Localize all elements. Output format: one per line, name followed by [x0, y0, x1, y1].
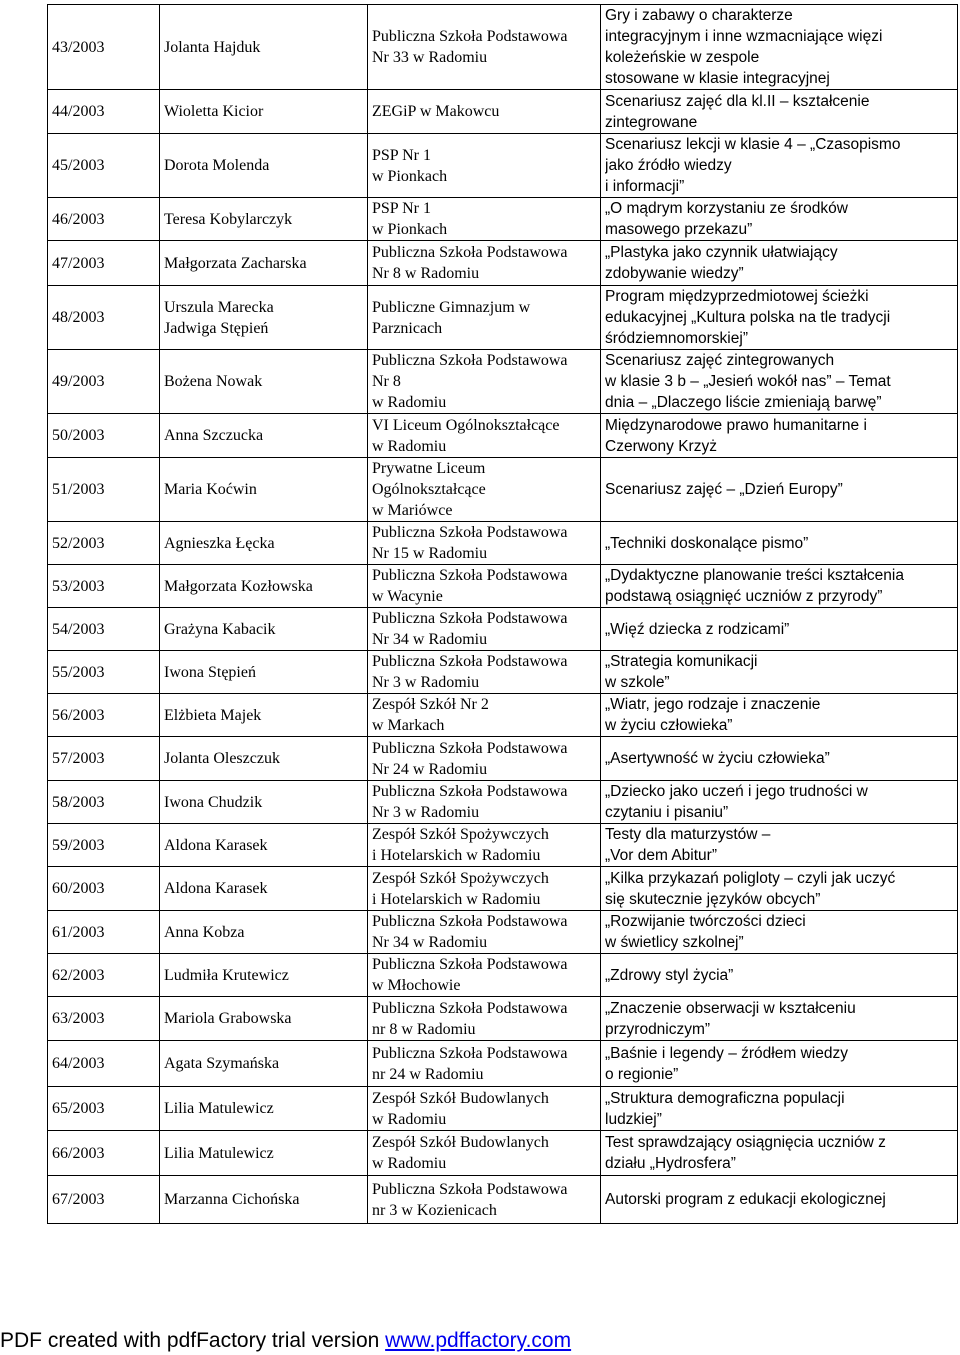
publication-title-line: ludzkiej” — [605, 1110, 662, 1128]
school-name-line: Nr 8 w Radomiu — [372, 265, 480, 282]
registration-number-cell — [48, 241, 160, 286]
author-name-cell — [160, 1131, 368, 1176]
school-name-cell — [368, 458, 601, 522]
school-name-cell — [368, 1176, 601, 1224]
author-name-line: Agnieszka Łęcka — [164, 534, 275, 552]
registration-number: 62/2003 — [52, 966, 105, 984]
registration-number: 55/2003 — [52, 663, 105, 681]
school-name-cell — [368, 134, 601, 198]
registration-number-cell — [48, 134, 160, 198]
registration-number-cell — [48, 458, 160, 522]
publication-title-line: dnia – „Dlaczego liście zmieniają barwę” — [605, 394, 882, 411]
author-name-cell — [160, 414, 368, 458]
author-name-line: Dorota Molenda — [164, 157, 270, 174]
school-name-line: Publiczna Szkoła Podstawowa — [372, 739, 568, 757]
school-name-line: w Młochowie — [372, 977, 461, 994]
publication-title-line: i informacji” — [605, 178, 685, 195]
school-name-line: Nr 34 w Radomiu — [372, 934, 488, 951]
author-name-cell — [160, 458, 368, 522]
publication-title-line: o regionie” — [605, 1065, 679, 1083]
author-name-cell — [160, 824, 368, 867]
registration-number: 63/2003 — [52, 1010, 105, 1027]
registration-number-cell — [48, 198, 160, 241]
publication-title-line: „Dydaktyczne planowanie treści kształcenia — [605, 567, 904, 584]
publication-title-line: Scenariusz zajęć zintegrowanych — [605, 352, 835, 369]
school-name-line: Publiczna Szkoła Podstawowa — [372, 783, 568, 800]
table-row — [48, 1041, 958, 1087]
author-name-line: Jadwiga Stępień — [164, 319, 269, 337]
author-name-line: Teresa Kobylarczyk — [164, 210, 293, 228]
registration-number: 44/2003 — [52, 103, 105, 120]
school-name-cell — [368, 608, 601, 651]
registration-number-cell — [48, 1087, 160, 1131]
school-name-line: w Pionkach — [372, 221, 448, 238]
author-name-cell — [160, 350, 368, 414]
table-row — [48, 90, 958, 134]
publication-title-line: integracyjnym i inne wzmacniające więzi — [605, 28, 883, 45]
publication-title-cell — [601, 1131, 958, 1176]
table-row — [48, 737, 958, 781]
author-name-cell — [160, 867, 368, 911]
registration-number: 53/2003 — [52, 577, 105, 595]
author-name-line: Urszula Marecka — [164, 298, 274, 316]
publication-title-cell — [601, 458, 958, 522]
table-row — [48, 781, 958, 824]
school-name-line: i Hotelarskich w Radomiu — [372, 890, 541, 908]
publication-title-cell — [601, 414, 958, 458]
author-name-cell — [160, 1087, 368, 1131]
publication-title-line: Testy dla maturzystów – — [605, 826, 771, 843]
publication-title-cell — [601, 1087, 958, 1131]
school-name-cell — [368, 5, 601, 90]
registration-number-cell — [48, 522, 160, 565]
publication-title-cell — [601, 781, 958, 824]
author-name-line: Mariola Grabowska — [164, 1010, 292, 1027]
school-name-line: Publiczna Szkoła Podstawowa — [372, 999, 568, 1017]
registration-number-cell — [48, 1041, 160, 1087]
registration-number-cell — [48, 90, 160, 134]
publication-title-cell — [601, 737, 958, 781]
publication-title-line: „Zdrowy styl życia” — [605, 966, 734, 984]
table-row — [48, 286, 958, 350]
school-name-cell — [368, 90, 601, 134]
school-name-line: PSP Nr 1 — [372, 200, 431, 217]
school-name-line: Nr 8 — [372, 373, 401, 390]
school-name-line: Nr 33 w Radomiu — [372, 49, 488, 66]
author-name-line: Agata Szymańska — [164, 1055, 280, 1072]
school-name-line: Publiczna Szkoła Podstawowa — [372, 610, 568, 627]
school-name-cell — [368, 867, 601, 911]
school-name-line: Publiczna Szkoła Podstawowa — [372, 244, 568, 261]
publication-title-cell — [601, 824, 958, 867]
publication-title-line: „Plastyka jako czynnik ułatwiający — [605, 244, 838, 261]
author-name-line: Iwona Stępień — [164, 663, 256, 681]
school-name-cell — [368, 1087, 601, 1131]
table-row — [48, 350, 958, 414]
author-name-cell — [160, 911, 368, 954]
publication-title-line: „Strategia komunikacji — [605, 653, 758, 670]
table-row — [48, 5, 958, 90]
publication-title-cell — [601, 1176, 958, 1224]
author-name-line: Aldona Karasek — [164, 836, 268, 854]
school-name-cell — [368, 737, 601, 781]
school-name-cell — [368, 350, 601, 414]
registration-number: 65/2003 — [52, 1100, 105, 1117]
author-name-cell — [160, 565, 368, 608]
school-name-line: Zespół Szkół Budowlanych — [372, 1134, 549, 1151]
school-name-line: VI Liceum Ogólnokształcące — [372, 416, 560, 434]
school-name-line: Zespół Szkół Nr 2 — [372, 696, 489, 713]
publication-title-line: koleżeńskie w zespole — [605, 49, 760, 66]
author-name-line: Jolanta Hajduk — [164, 38, 261, 56]
publication-title-line: Test sprawdzający osiągnięcia uczniów z — [605, 1134, 886, 1151]
publication-title-line: śródziemnomorskiej” — [605, 330, 748, 347]
registration-number: 51/2003 — [52, 481, 105, 498]
author-name-cell — [160, 1041, 368, 1087]
table-row — [48, 694, 958, 737]
school-name-cell — [368, 694, 601, 737]
author-name-cell — [160, 241, 368, 286]
school-name-cell — [368, 824, 601, 867]
registration-number-cell — [48, 911, 160, 954]
publication-title-line: w świetlicy szkolnej” — [605, 934, 744, 951]
registration-number: 61/2003 — [52, 923, 105, 941]
author-name-cell — [160, 522, 368, 565]
publication-title-line: jako źródło wiedzy — [605, 157, 732, 174]
registration-number-cell — [48, 954, 160, 997]
school-name-cell — [368, 781, 601, 824]
registration-number: 52/2003 — [52, 534, 105, 552]
school-name-line: Zespół Szkół Spożywczych — [372, 869, 549, 887]
school-name-line: Nr 3 w Radomiu — [372, 804, 480, 821]
registration-number: 47/2003 — [52, 254, 105, 272]
publication-title-cell — [601, 350, 958, 414]
publication-title-line: działu „Hydrosfera” — [605, 1155, 736, 1172]
table-row — [48, 911, 958, 954]
publication-title-line: w klasie 3 b – „Jesień wokół nas” – Temat — [605, 373, 891, 390]
table-row — [48, 651, 958, 694]
author-name-line: Anna Szczucka — [164, 427, 264, 444]
table-row — [48, 522, 958, 565]
registration-number-cell — [48, 350, 160, 414]
school-name-cell — [368, 286, 601, 350]
pdf-footer — [0, 1329, 571, 1353]
publication-title-line: „Więź dziecka z rodzicami” — [605, 620, 790, 638]
publication-title-line: przyrodniczym” — [605, 1020, 711, 1038]
registration-number-cell — [48, 286, 160, 350]
author-name-cell — [160, 5, 368, 90]
school-name-line: Nr 3 w Radomiu — [372, 674, 480, 691]
registration-number: 43/2003 — [52, 38, 105, 56]
publication-title-line: Program międzyprzedmiotowej ścieżki — [605, 288, 869, 305]
school-name-line: Nr 15 w Radomiu — [372, 545, 488, 562]
author-name-line: Jolanta Oleszczuk — [164, 750, 280, 767]
registration-number-cell — [48, 565, 160, 608]
school-name-line: Publiczna Szkoła Podstawowa — [372, 567, 568, 584]
table-row — [48, 1176, 958, 1224]
publication-title-cell — [601, 997, 958, 1041]
publication-title-line: edukacyjnej „Kultura polska na tle tradycji — [605, 309, 891, 326]
table-row — [48, 997, 958, 1041]
publication-title-line: stosowane w klasie integracyjnej — [605, 70, 830, 87]
school-name-line: Publiczna Szkoła Podstawowa — [372, 913, 568, 930]
registration-number-cell — [48, 608, 160, 651]
author-name-cell — [160, 134, 368, 198]
publication-title-line: „O mądrym korzystaniu ze środków — [605, 200, 848, 217]
author-name-line: Elżbieta Majek — [164, 706, 262, 724]
author-name-line: Bożena Nowak — [164, 373, 263, 390]
author-name-line: Wioletta Kicior — [164, 103, 264, 120]
school-name-line: Publiczna Szkoła Podstawowa — [372, 1180, 568, 1198]
school-name-line: Ogólnokształcące — [372, 481, 486, 498]
school-name-line: Publiczna Szkoła Podstawowa — [372, 653, 568, 670]
school-name-line: i Hotelarskich w Radomiu — [372, 847, 541, 864]
school-name-line: nr 3 w Kozienicach — [372, 1201, 497, 1219]
school-name-line: Publiczna Szkoła Podstawowa — [372, 28, 568, 45]
table-row — [48, 134, 958, 198]
publication-title-cell — [601, 198, 958, 241]
school-name-line: PSP Nr 1 — [372, 146, 431, 164]
publication-title-line: w życiu człowieka” — [605, 717, 733, 734]
publication-title-cell — [601, 867, 958, 911]
school-name-cell — [368, 997, 601, 1041]
school-name-line: w Pionkach — [372, 167, 448, 185]
publication-title-cell — [601, 134, 958, 198]
publication-title-cell — [601, 608, 958, 651]
table-row — [48, 198, 958, 241]
school-name-line: Publiczna Szkoła Podstawowa — [372, 352, 568, 369]
registration-number: 50/2003 — [52, 427, 105, 444]
publication-title-line: Scenariusz zajęć dla kl.II – kształcenie — [605, 92, 870, 110]
author-name-line: Marzanna Cichońska — [164, 1191, 300, 1208]
author-name-line: Lilia Matulewicz — [164, 1144, 274, 1162]
school-name-cell — [368, 565, 601, 608]
footer-text: PDF created with pdfFactory trial version — [0, 1329, 386, 1352]
school-name-cell — [368, 1041, 601, 1087]
registration-number: 46/2003 — [52, 210, 105, 228]
publication-title-cell — [601, 565, 958, 608]
registration-number: 64/2003 — [52, 1055, 105, 1072]
school-name-cell — [368, 954, 601, 997]
author-name-cell — [160, 198, 368, 241]
publication-title-line: zintegrowane — [605, 113, 698, 131]
author-name-cell — [160, 781, 368, 824]
publication-title-cell — [601, 90, 958, 134]
publication-title-line: czytaniu i pisaniu” — [605, 804, 729, 821]
author-name-line: Ludmiła Krutewicz — [164, 966, 289, 984]
school-name-line: Prywatne Liceum — [372, 460, 486, 477]
school-name-line: w Radomiu — [372, 1110, 447, 1128]
publication-title-line: Autorski program z edukacji ekologicznej — [605, 1191, 886, 1208]
registration-number-cell — [48, 824, 160, 867]
publication-title-line: Gry i zabawy o charakterze — [605, 7, 793, 24]
author-name-cell — [160, 694, 368, 737]
publication-title-line: podstawą osiągnięć uczniów z przyrody” — [605, 588, 883, 605]
table-row — [48, 1087, 958, 1131]
registration-number: 57/2003 — [52, 750, 105, 767]
registration-number-cell — [48, 5, 160, 90]
table-row — [48, 241, 958, 286]
registry-table — [47, 4, 958, 1224]
registration-number-cell — [48, 651, 160, 694]
school-name-cell — [368, 651, 601, 694]
publication-title-cell — [601, 694, 958, 737]
author-name-cell — [160, 286, 368, 350]
table-row — [48, 608, 958, 651]
author-name-cell — [160, 1176, 368, 1224]
publication-title-line: Czerwony Krzyż — [605, 437, 717, 455]
author-name-line: Anna Kobza — [164, 923, 245, 941]
registration-number: 48/2003 — [52, 309, 105, 326]
registration-number: 45/2003 — [52, 157, 105, 174]
school-name-line: Parznicach — [372, 319, 443, 337]
author-name-cell — [160, 737, 368, 781]
publication-title-line: „Znaczenie obserwacji w kształceniu — [605, 999, 856, 1017]
registration-number-cell — [48, 781, 160, 824]
author-name-line: Iwona Chudzik — [164, 793, 263, 811]
publication-title-line: Międzynarodowe prawo humanitarne i — [605, 416, 867, 434]
school-name-cell — [368, 198, 601, 241]
author-name-cell — [160, 651, 368, 694]
publication-title-line: Scenariusz lekcji w klasie 4 – „Czasopismo — [605, 136, 901, 153]
author-name-cell — [160, 954, 368, 997]
publication-title-line: zdobywanie wiedzy” — [605, 265, 744, 282]
publication-title-line: „Vor dem Abitur” — [605, 847, 717, 864]
publication-title-line: „Asertywność w życiu człowieka” — [605, 750, 830, 767]
author-name-line: Małgorzata Zacharska — [164, 254, 307, 272]
table-row — [48, 565, 958, 608]
table-row — [48, 954, 958, 997]
publication-title-cell — [601, 286, 958, 350]
registration-number-cell — [48, 1176, 160, 1224]
publication-title-cell — [601, 911, 958, 954]
publication-title-cell — [601, 522, 958, 565]
school-name-line: w Markach — [372, 717, 445, 734]
registration-number: 59/2003 — [52, 836, 105, 854]
publication-title-cell — [601, 5, 958, 90]
publication-title-line: „Rozwijanie twórczości dzieci — [605, 913, 806, 930]
registration-number-cell — [48, 414, 160, 458]
school-name-line: Publiczna Szkoła Podstawowa — [372, 1044, 568, 1062]
school-name-line: w Radomiu — [372, 437, 447, 455]
registration-number-cell — [48, 867, 160, 911]
school-name-line: nr 24 w Radomiu — [372, 1065, 484, 1083]
school-name-line: Nr 24 w Radomiu — [372, 760, 488, 778]
author-name-line: Lilia Matulewicz — [164, 1100, 274, 1117]
author-name-line: Grażyna Kabacik — [164, 620, 276, 638]
author-name-cell — [160, 90, 368, 134]
publication-title-line: „Kilka przykazań poligloty – czyli jak uczyć — [605, 869, 896, 887]
registration-number: 60/2003 — [52, 880, 105, 897]
school-name-line: Nr 34 w Radomiu — [372, 631, 488, 648]
publication-title-line: „Baśnie i legendy – źródłem wiedzy — [605, 1044, 848, 1062]
registration-number-cell — [48, 1131, 160, 1176]
school-name-line: Zespół Szkół Spożywczych — [372, 826, 549, 843]
author-name-cell — [160, 608, 368, 651]
school-name-cell — [368, 241, 601, 286]
school-name-line: ZEGiP w Makowcu — [372, 103, 500, 120]
publication-title-cell — [601, 954, 958, 997]
publication-title-line: „Dziecko jako uczeń i jego trudności w — [605, 783, 868, 800]
registration-number-cell — [48, 737, 160, 781]
registration-number-cell — [48, 694, 160, 737]
school-name-cell — [368, 522, 601, 565]
author-name-line: Aldona Karasek — [164, 880, 268, 897]
publication-title-line: „Wiatr, jego rodzaje i znaczenie — [605, 696, 821, 713]
school-name-line: Publiczna Szkoła Podstawowa — [372, 956, 568, 973]
publication-title-line: „Techniki doskonalące pismo” — [605, 534, 809, 552]
registration-number: 54/2003 — [52, 620, 105, 638]
registration-number: 67/2003 — [52, 1191, 105, 1208]
school-name-line: Publiczna Szkoła Podstawowa — [372, 524, 568, 541]
publication-title-cell — [601, 651, 958, 694]
school-name-cell — [368, 1131, 601, 1176]
table-row — [48, 867, 958, 911]
school-name-line: nr 8 w Radomiu — [372, 1020, 476, 1038]
publication-title-line: masowego przekazu” — [605, 221, 753, 238]
registration-number: 56/2003 — [52, 706, 105, 724]
registration-number: 66/2003 — [52, 1144, 105, 1162]
school-name-line: Publiczne Gimnazjum w — [372, 298, 531, 316]
table-row — [48, 824, 958, 867]
school-name-line: Zespół Szkół Budowlanych — [372, 1089, 549, 1107]
school-name-line: w Mariówce — [372, 502, 453, 519]
author-name-line: Maria Koćwin — [164, 481, 257, 498]
table-row — [48, 1131, 958, 1176]
footer-link[interactable]: www.pdffactory.com — [385, 1329, 572, 1352]
table-row — [48, 458, 958, 522]
school-name-cell — [368, 414, 601, 458]
author-name-cell — [160, 997, 368, 1041]
school-name-line: w Radomiu — [372, 1155, 447, 1172]
school-name-line: w Wacynie — [372, 588, 443, 605]
school-name-cell — [368, 911, 601, 954]
registration-number-cell — [48, 997, 160, 1041]
table-row — [48, 414, 958, 458]
publication-title-line: „Struktura demograficzna populacji — [605, 1089, 845, 1107]
registration-number: 58/2003 — [52, 793, 105, 811]
publication-title-line: się skutecznie języków obcych” — [605, 890, 821, 908]
registration-number: 49/2003 — [52, 373, 105, 390]
publication-title-line: Scenariusz zajęć – „Dzień Europy” — [605, 481, 843, 498]
registry-table-body — [48, 5, 958, 1224]
school-name-line: w Radomiu — [372, 394, 447, 411]
publication-title-line: w szkole” — [605, 674, 670, 691]
author-name-line: Małgorzata Kozłowska — [164, 577, 313, 595]
publication-title-cell — [601, 1041, 958, 1087]
publication-title-cell — [601, 241, 958, 286]
